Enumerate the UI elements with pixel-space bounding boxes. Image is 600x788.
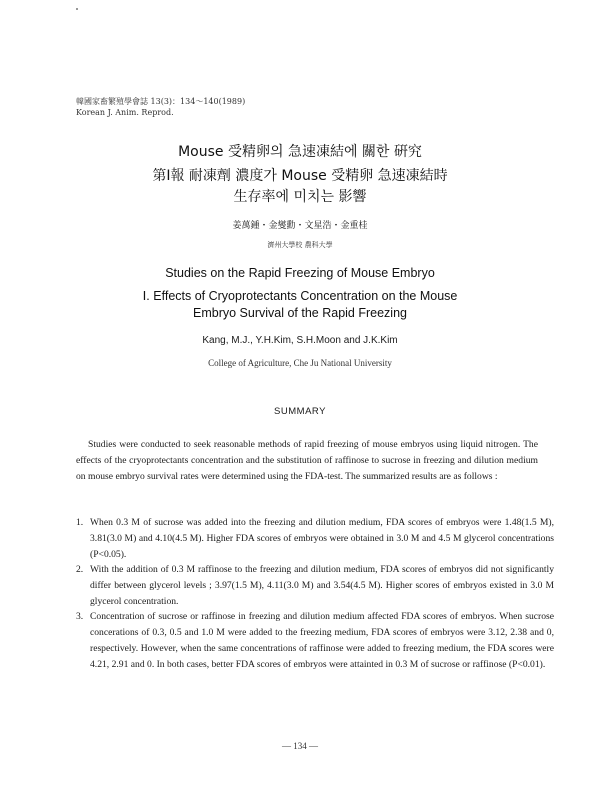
journal-line-english: Korean J. Anim. Reprod. (76, 108, 174, 117)
english-affiliation: College of Agriculture, Che Ju National University (208, 358, 392, 368)
korean-title-line-2: 第Ⅰ報 耐凍劑 濃度가 Mouse 受精卵 急速凍結時 (152, 168, 448, 184)
summary-item-text: Concentration of sucrose or raffinose in freezing and dilution medium affected FDA scores of embryos. When sucrose concerations of 0.3, 0.5 and 1.0 M were added to the freezing medium, FDA scores of embryos were 3.12, 2.38 and 0, respectively. However, when the same concentrations of raffinose were added to freezing medium, the FDA scores were 4.21, 2.91 and 0. In both cases, better FDA scores of embryos were attainted in 0.3 M of sucrose or raffinose (P<0.01). (90, 611, 554, 670)
summary-intro: Studies were conducted to seek reasonable methods of rapid freezing of mouse embryos using liquid nitrogen. The effects of the cryoprotectants concentration and the substitution of raffinose to sucrose in freezing and dilution medium on mouse embryo survival rates were determined using the FDA-test. The summarized results are as follows : (76, 439, 538, 482)
korean-authors: 姜萬鍾・金燮勳・文星浩・金重桂 (232, 221, 368, 231)
summary-item-text: When 0.3 M of sucrose was added into the freezing and dilution medium, FDA scores of embryos were 1.48(1.5 M), 3.81(3.0 M) and 4.10(4.5 M). Higher FDA scores of embryos were obtained in 3.0 M and 4.5 M glycerol concentrations (P<0.05). (90, 517, 554, 560)
summary-item-text: With the addition of 0.3 M raffinose to the freezing and dilution medium, FDA scores of embryos did not significantly differ between glycerol levels ; 3.97(1.5 M), 4.11(3.0 M) and 3.54(4.5 M). Higher scores of embryos existed in 3.0 M glycerol concentration. (90, 564, 554, 607)
summary-item-number: 1. (76, 517, 84, 528)
journal-citation (76, 96, 245, 118)
page-number: — 134 — (282, 741, 318, 751)
journal-line-korean: 韓國家畜繁殖學會誌 13(3)：134～140(1989) (76, 97, 246, 106)
korean-title-line-1: Mouse 受精卵의 急速凍結에 關한 硏究 (178, 144, 422, 160)
english-title-line-2: Ⅰ. Effects of Cryoprotectants Concentration on the Mouse (142, 289, 458, 303)
english-title-line-1: Studies on the Rapid Freezing of Mouse Embryo (165, 266, 435, 280)
english-authors: Kang, M.J., Y.H.Kim, S.H.Moon and J.K.Kim (202, 335, 398, 346)
korean-affiliation: 濟州大學校 農科大學 (267, 241, 333, 249)
summary-item-number: 2. (76, 564, 84, 575)
scan-speck (76, 8, 78, 10)
summary-heading: SUMMARY (274, 406, 326, 417)
korean-title-line-3: 生存率에 미치는 影響 (233, 189, 367, 205)
english-title-line-3: Embryo Survival of the Rapid Freezing (193, 306, 407, 320)
summary-item-number: 3. (76, 611, 84, 622)
summary-item-3 (76, 609, 554, 673)
summary-item-2 (76, 562, 554, 610)
summary-item-1 (76, 515, 554, 563)
